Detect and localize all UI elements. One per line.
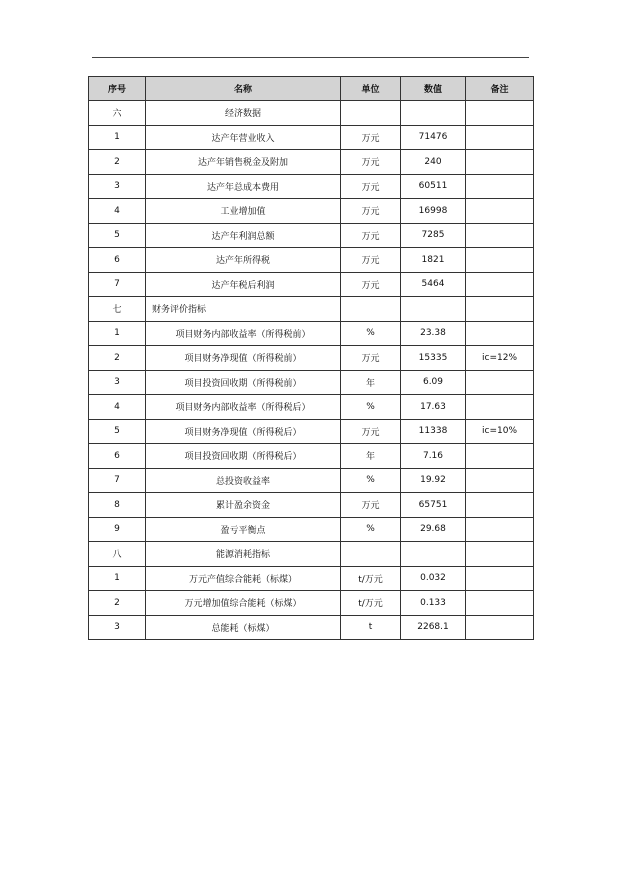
- row-note: ic=10%: [466, 419, 534, 444]
- row-value: 7285: [401, 223, 466, 248]
- row-value: 7.16: [401, 444, 466, 469]
- table-row: [89, 125, 534, 150]
- row-value: 5464: [401, 272, 466, 297]
- row-number: 2: [89, 591, 146, 616]
- row-name: 项目投资回收期（所得税后）: [146, 444, 341, 469]
- row-number: 2: [89, 150, 146, 175]
- row-unit: 年: [341, 370, 401, 395]
- row-value: [401, 101, 466, 126]
- row-note: [466, 615, 534, 640]
- table-header: [89, 77, 534, 101]
- row-note: [466, 174, 534, 199]
- row-note: [466, 591, 534, 616]
- row-unit: 万元: [341, 272, 401, 297]
- row-unit: 万元: [341, 174, 401, 199]
- row-note: [466, 125, 534, 150]
- row-note: [466, 395, 534, 420]
- row-value: 60511: [401, 174, 466, 199]
- row-unit: 万元: [341, 493, 401, 518]
- row-name: 万元产值综合能耗（标煤）: [146, 566, 341, 591]
- row-name: 达产年税后利润: [146, 272, 341, 297]
- row-value: 29.68: [401, 517, 466, 542]
- row-unit: 万元: [341, 223, 401, 248]
- table-row: [89, 370, 534, 395]
- row-unit: %: [341, 517, 401, 542]
- row-note: [466, 444, 534, 469]
- row-name: 项目财务内部收益率（所得税后）: [146, 395, 341, 420]
- row-number: 七: [89, 297, 146, 322]
- row-name: 经济数据: [146, 101, 341, 126]
- row-number: 7: [89, 468, 146, 493]
- table-row: [89, 566, 534, 591]
- row-name: 累计盈余资金: [146, 493, 341, 518]
- row-value: 19.92: [401, 468, 466, 493]
- row-number: 9: [89, 517, 146, 542]
- row-unit: 万元: [341, 419, 401, 444]
- row-name: 项目投资回收期（所得税前）: [146, 370, 341, 395]
- row-value: 1821: [401, 248, 466, 273]
- row-name: 项目财务净现值（所得税后）: [146, 419, 341, 444]
- row-name: 达产年所得税: [146, 248, 341, 273]
- row-number: 6: [89, 248, 146, 273]
- row-note: [466, 223, 534, 248]
- row-value: [401, 297, 466, 322]
- table-row: [89, 321, 534, 346]
- row-note: [466, 272, 534, 297]
- row-unit: 万元: [341, 125, 401, 150]
- table-row: [89, 517, 534, 542]
- row-unit: 万元: [341, 150, 401, 175]
- row-number: 3: [89, 370, 146, 395]
- row-unit: [341, 101, 401, 126]
- row-note: [466, 321, 534, 346]
- row-name: 万元增加值综合能耗（标煤）: [146, 591, 341, 616]
- row-unit: 年: [341, 444, 401, 469]
- row-value: 0.133: [401, 591, 466, 616]
- row-number: 4: [89, 395, 146, 420]
- table-row: [89, 395, 534, 420]
- row-note: [466, 517, 534, 542]
- row-number: 2: [89, 346, 146, 371]
- table-row: [89, 174, 534, 199]
- table-row: [89, 615, 534, 640]
- row-unit: t/万元: [341, 591, 401, 616]
- row-note: [466, 199, 534, 224]
- row-name: 盈亏平衡点: [146, 517, 341, 542]
- row-unit: 万元: [341, 346, 401, 371]
- row-name: 总能耗（标煤）: [146, 615, 341, 640]
- row-name: 达产年利润总额: [146, 223, 341, 248]
- row-number: 1: [89, 125, 146, 150]
- row-note: [466, 297, 534, 322]
- header-row: [89, 77, 534, 101]
- row-name: 财务评价指标: [146, 297, 341, 322]
- row-note: [466, 468, 534, 493]
- table-row: [89, 591, 534, 616]
- row-number: 3: [89, 174, 146, 199]
- economic-indicators-table: [88, 76, 534, 640]
- row-name: 总投资收益率: [146, 468, 341, 493]
- row-note: [466, 150, 534, 175]
- header-value: 数值: [401, 77, 466, 101]
- row-number: 3: [89, 615, 146, 640]
- row-unit: t/万元: [341, 566, 401, 591]
- row-number: 6: [89, 444, 146, 469]
- row-unit: %: [341, 468, 401, 493]
- row-unit: 万元: [341, 248, 401, 273]
- row-unit: [341, 297, 401, 322]
- table-row: [89, 444, 534, 469]
- row-number: 4: [89, 199, 146, 224]
- header-unit: 单位: [341, 77, 401, 101]
- row-note: [466, 566, 534, 591]
- section-row: [89, 101, 534, 126]
- row-value: 65751: [401, 493, 466, 518]
- row-value: [401, 542, 466, 567]
- row-note: [466, 370, 534, 395]
- row-value: 15335: [401, 346, 466, 371]
- row-number: 5: [89, 419, 146, 444]
- row-name: 工业增加值: [146, 199, 341, 224]
- row-name: 达产年总成本费用: [146, 174, 341, 199]
- header-note: 备注: [466, 77, 534, 101]
- table-body: [89, 101, 534, 640]
- row-note: [466, 493, 534, 518]
- section-row: [89, 542, 534, 567]
- row-value: 71476: [401, 125, 466, 150]
- header-rule: [92, 57, 529, 58]
- table-row: [89, 199, 534, 224]
- row-unit: [341, 542, 401, 567]
- row-number: 8: [89, 493, 146, 518]
- row-name: 项目财务内部收益率（所得税前）: [146, 321, 341, 346]
- row-value: 16998: [401, 199, 466, 224]
- row-unit: %: [341, 321, 401, 346]
- table-row: [89, 468, 534, 493]
- table-row: [89, 248, 534, 273]
- section-row: [89, 297, 534, 322]
- row-name: 达产年销售税金及附加: [146, 150, 341, 175]
- row-note: ic=12%: [466, 346, 534, 371]
- row-number: 八: [89, 542, 146, 567]
- table-row: [89, 272, 534, 297]
- row-number: 1: [89, 321, 146, 346]
- row-number: 1: [89, 566, 146, 591]
- table-row: [89, 223, 534, 248]
- table-row: [89, 346, 534, 371]
- row-note: [466, 248, 534, 273]
- table-row: [89, 419, 534, 444]
- row-name: 能源消耗指标: [146, 542, 341, 567]
- row-value: 17.63: [401, 395, 466, 420]
- row-unit: %: [341, 395, 401, 420]
- header-no: 序号: [89, 77, 146, 101]
- table-row: [89, 493, 534, 518]
- row-number: 5: [89, 223, 146, 248]
- table-row: [89, 150, 534, 175]
- row-name: 达产年营业收入: [146, 125, 341, 150]
- row-value: 6.09: [401, 370, 466, 395]
- row-number: 7: [89, 272, 146, 297]
- row-name: 项目财务净现值（所得税前）: [146, 346, 341, 371]
- row-note: [466, 542, 534, 567]
- row-note: [466, 101, 534, 126]
- row-number: 六: [89, 101, 146, 126]
- row-unit: t: [341, 615, 401, 640]
- header-name: 名称: [146, 77, 341, 101]
- row-value: 11338: [401, 419, 466, 444]
- row-value: 0.032: [401, 566, 466, 591]
- row-unit: 万元: [341, 199, 401, 224]
- row-value: 2268.1: [401, 615, 466, 640]
- row-value: 23.38: [401, 321, 466, 346]
- row-value: 240: [401, 150, 466, 175]
